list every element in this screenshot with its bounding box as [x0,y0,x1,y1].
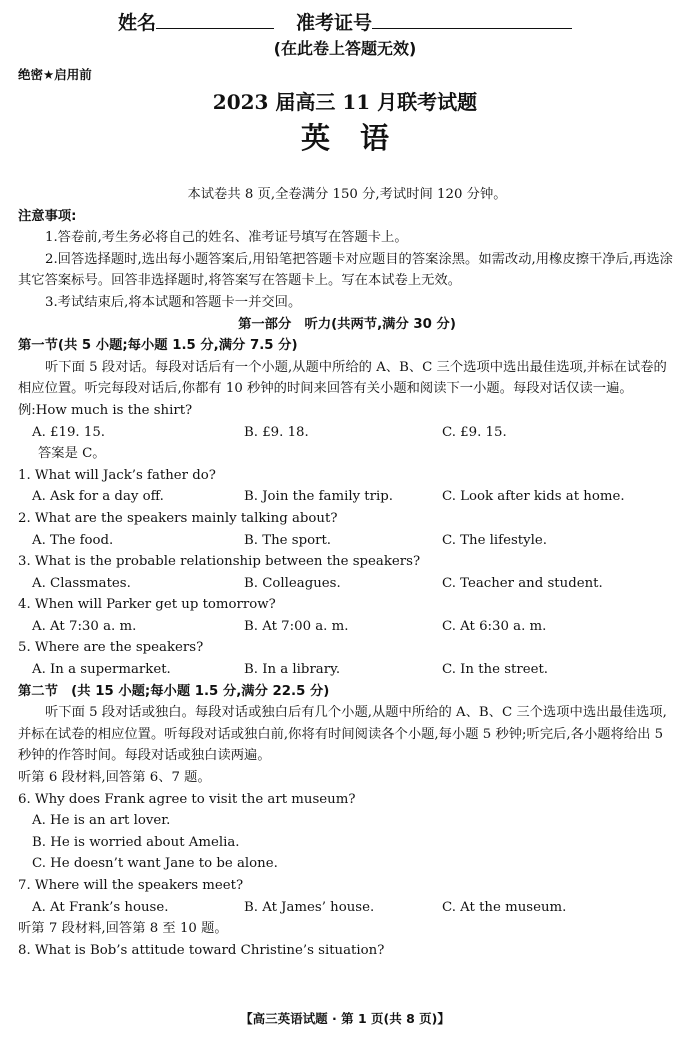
option-c: C. In the street. [442,662,549,678]
exam-content [18,184,676,961]
option-b: B. In a library. [244,662,341,678]
option-a: A. Ask for a day off. [32,489,164,505]
question-7-options [18,897,676,919]
question-6: 6. Why does Frank agree to visit the art museum? [18,791,356,807]
section1-title: 第一节(共 5 小题;每小题 1.5 分,满分 7.5 分) [18,338,298,354]
option-b: B. The sport. [244,532,332,548]
option-a: A. He is an art lover. [32,813,171,829]
option-a: A. Classmates. [32,575,131,591]
option-c: C. He doesn’t want Jane to be alone. [32,856,278,872]
section2-title: 第二节 (共 15 小题;每小题 1.5 分,满分 22.5 分) [18,683,330,699]
question-2-options [18,530,676,552]
option-b: B. £9. 18. [244,424,309,440]
option-b: B. He is worried about Amelia. [32,834,240,850]
question-3-options [18,573,676,595]
example-question: 例:How much is the shirt? [18,402,193,418]
candidate-info-line [0,8,690,36]
option-a: A. £19. 15. [32,424,106,440]
option-c: C. £9. 15. [442,424,507,440]
option-a: A. At 7:30 a. m. [32,618,137,634]
option-c: C. At the museum. [442,899,567,915]
intro-text: 本试卷共 8 页,全卷满分 150 分,考试时间 120 分钟。 [187,187,507,202]
secret-label: 绝密★启用前 [18,67,92,82]
option-b: B. At 7:00 a. m. [244,618,349,634]
name-label: 姓名 [117,12,156,34]
option-c: C. The lifestyle. [442,532,548,548]
question-5: 5. Where are the speakers? [18,640,204,656]
material-6-note: 听第 6 段材料,回答第 6、7 题。 [18,770,211,786]
question-3: 3. What is the probable relationship between the speakers? [18,554,421,570]
question-4-options [18,616,676,638]
option-c: C. At 6:30 a. m. [442,618,547,634]
section1-directions: 听下面 5 段对话。每段对话后有一个小题,从题中所给的 A、B、C 三个选项中选出最佳选项,并标在试卷的相应位置。听完每段对话后,你都有 10 秒钟的时间来回答有关小题和阅读下一小题。每段对话仅读一遍。 [18,359,667,397]
option-a: A. The food. [32,532,114,548]
notes-heading: 注意事项: [18,208,77,224]
name-blank [156,8,274,29]
part1-title: 第一部分 听力(共两节,满分 30 分) [238,316,456,332]
example-options [18,422,676,444]
material-7-note: 听第 7 段材料,回答第 8 至 10 题。 [18,921,228,937]
id-blank [372,8,572,29]
section2-directions: 听下面 5 段对话或独白。每段对话或独白后有几个小题,从题中所给的 A、B、C 三个选项中选出最佳选项,并标在试卷的相应位置。听每段对话或独白前,你将有时间阅读各个小题,每小题 5 秒钟;听完后,各小题将给出 5 秒钟的作答时间。每段对话或独白读两遍。 [18,705,667,764]
question-1: 1. What will Jack’s father do? [18,467,216,483]
subject-title: 英语 [300,121,419,155]
exam-title: 2023 届高三 11 月联考试题 [212,90,478,114]
note-item: 2.回答选择题时,选出每小题答案后,用铅笔把答题卡对应题目的答案涂黑。如需改动,用橡皮擦干净后,再选涂其它答案标号。回答非选择题时,将答案写在答题卡上。写在本试卷上无效。 [18,251,673,289]
option-b: B. At James’ house. [244,899,375,915]
note-item: 1.答卷前,考生务必将自己的姓名、准考证号填写在答题卡上。 [45,230,408,246]
question-5-options [18,659,676,681]
page-footer: 【高三英语试题 · 第 1 页(共 8 页)】 [240,1011,450,1026]
invalid-note: (在此卷上答题无效) [273,39,417,58]
question-7: 7. Where will the speakers meet? [18,878,244,893]
question-1-options [18,486,676,508]
option-c: C. Look after kids at home. [442,489,625,505]
option-a: A. In a supermarket. [32,662,171,678]
example-answer: 答案是 C。 [38,446,106,462]
id-label: 准考证号 [296,12,373,34]
option-b: B. Join the family trip. [244,489,393,505]
option-b: B. Colleagues. [244,575,341,591]
question-8: 8. What is Bob’s attitude toward Christine’s situation? [18,942,385,958]
question-2: 2. What are the speakers mainly talking about? [18,510,338,526]
note-item: 3.考试结束后,将本试题和答题卡一并交回。 [45,294,302,310]
option-c: C. Teacher and student. [442,575,603,591]
option-a: A. At Frank’s house. [32,899,169,915]
question-4: 4. When will Parker get up tomorrow? [18,597,276,613]
